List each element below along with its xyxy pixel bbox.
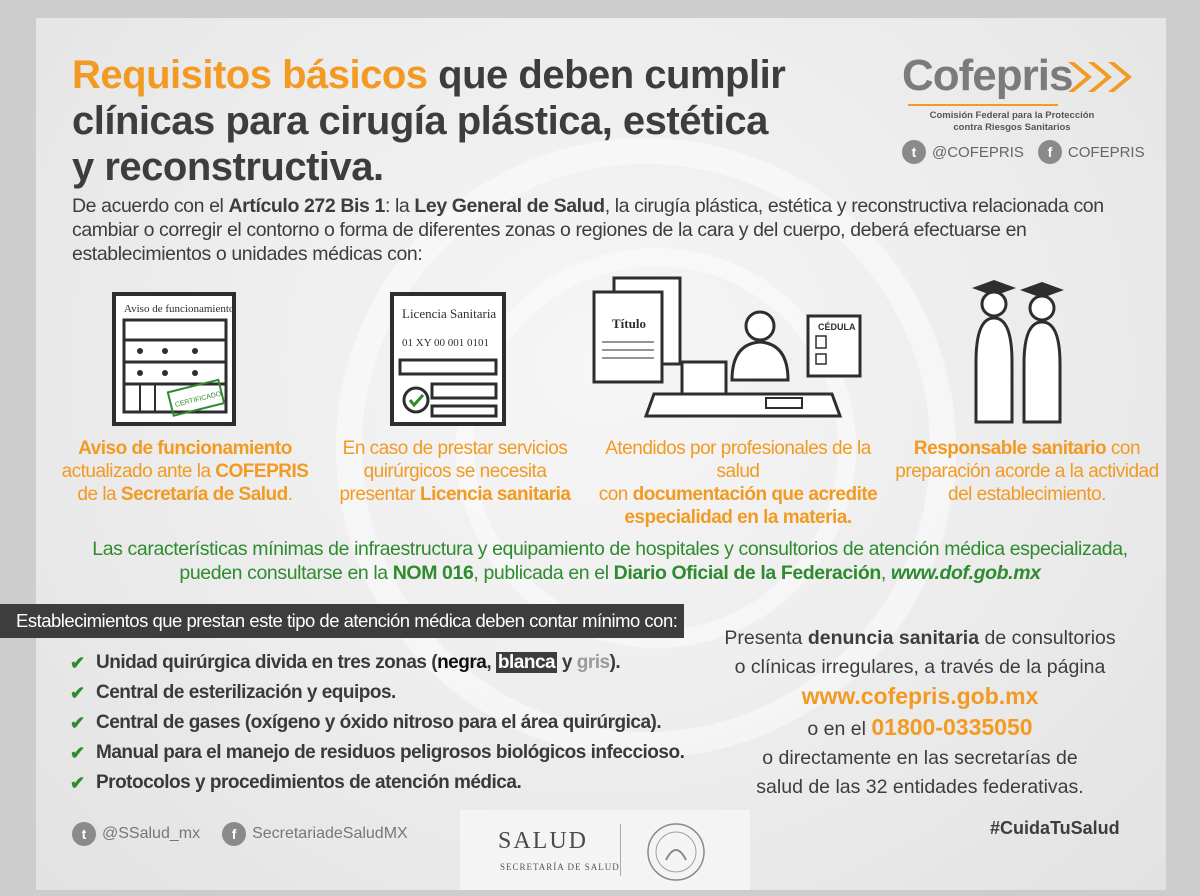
twitter-icon: t xyxy=(902,140,926,164)
denuncia-line2: o clínicas irregulares, a través de la página xyxy=(734,656,1106,678)
cofepris-subtitle-line2: contra Riesgos Sanitarios xyxy=(953,122,1071,133)
caption-licencia-text3: presentar xyxy=(339,484,421,505)
denuncia-text2: de consultorios xyxy=(979,627,1116,649)
intro-text-2: : la xyxy=(384,195,415,217)
caption-aviso-end: . xyxy=(287,484,293,505)
nom-text3: , xyxy=(880,562,891,584)
professional-documents-icon xyxy=(590,270,880,430)
caption-profesionales xyxy=(588,437,888,529)
caption-licencia-text2: quirúrgicos se necesita xyxy=(363,461,547,482)
aviso-label: Aviso de funcionamiento xyxy=(124,303,235,315)
arrows-icon xyxy=(1068,60,1132,94)
facebook-icon: f xyxy=(222,822,246,846)
page-title xyxy=(72,52,872,190)
req1-y: y xyxy=(557,652,577,673)
requirement-3: Central de gases (oxígeno y óxido nitroso para el área quirúrgica). xyxy=(96,712,662,733)
titulo-label: Título xyxy=(612,316,646,331)
cofepris-brand: Cofepris xyxy=(902,51,1073,100)
requirement-5: Protocolos y procedimientos de atención médica. xyxy=(96,772,522,793)
licencia-number: 01 XY 00 001 0101 xyxy=(402,337,489,349)
cofepris-facebook-handle: COFEPRIS xyxy=(1067,143,1145,161)
check-icon: ✔ xyxy=(70,713,85,733)
salud-secretaria: SECRETARÍA DE SALUD xyxy=(500,862,620,872)
caption-resp-text1: con xyxy=(1106,438,1141,459)
title-highlight: Requisitos básicos xyxy=(72,53,428,97)
phone-number[interactable]: 01800-0335050 xyxy=(871,714,1033,740)
ssalud-facebook[interactable] xyxy=(222,822,408,846)
caption-resp-bold: Responsable sanitario xyxy=(913,438,1107,459)
salud-wordmark: SALUD xyxy=(498,828,589,854)
caption-licencia-text1: En caso de prestar servicios xyxy=(342,438,568,459)
caption-prof-text1: Atendidos por profesionales de la salud xyxy=(605,438,871,482)
check-icon: ✔ xyxy=(70,743,85,763)
cofepris-subtitle-line1: Comisión Federal para la Protección xyxy=(929,110,1095,121)
caption-resp-text2: preparación acorde a la actividad xyxy=(895,461,1159,482)
ssalud-twitter-handle: @SSalud_mx xyxy=(102,825,201,842)
requirement-1 xyxy=(96,648,620,678)
intro-text-1: De acuerdo con el xyxy=(72,195,229,217)
intro-article: Artículo 272 Bis 1 xyxy=(228,195,385,217)
logo-rule xyxy=(908,104,1058,106)
intro-paragraph xyxy=(72,194,1152,266)
nom-dof-link[interactable]: www.dof.gob.mx xyxy=(890,562,1041,584)
check-icon: ✔ xyxy=(70,653,85,673)
nom-text1: pueden consultarse en la xyxy=(179,562,393,584)
aviso-stamp-text: CERTIFICADO xyxy=(174,390,222,409)
cedula-label: CÉDULA xyxy=(818,322,856,332)
check-icon: ✔ xyxy=(70,773,85,793)
cofepris-url-link[interactable]: www.cofepris.gob.mx xyxy=(801,683,1039,709)
denuncia-block xyxy=(700,624,1140,802)
hashtag: #CuidaTuSalud xyxy=(990,818,1120,838)
salud-logo xyxy=(460,810,750,890)
zone-gris: gris xyxy=(576,652,610,673)
list-item xyxy=(70,768,710,798)
caption-prof-bold2: especialidad en la materia. xyxy=(624,507,852,528)
caption-aviso-text1: actualizado ante la xyxy=(61,461,216,482)
caption-aviso-text2: de la xyxy=(77,484,121,505)
caption-aviso-secretaria: Secretaría de Salud xyxy=(120,484,288,505)
intro-law: Ley General de Salud xyxy=(414,195,605,217)
cofepris-logo xyxy=(902,51,1142,133)
nom-line1: Las características mínimas de infraestructura y equipamiento de hospitales y consultorios de atención médica especializada, xyxy=(92,538,1128,560)
caption-resp-text3: del establecimiento. xyxy=(948,484,1106,505)
title-line1: que deben cumplir xyxy=(427,53,786,97)
ssalud-twitter[interactable] xyxy=(72,822,200,846)
caption-licencia-bold: Licencia sanitaria xyxy=(420,484,571,505)
ssalud-facebook-handle: SecretariadeSaludMX xyxy=(252,825,408,842)
denuncia-line5: o directamente en las secretarías de xyxy=(762,747,1078,769)
licencia-label: Licencia Sanitaria xyxy=(402,306,497,321)
list-item xyxy=(70,738,710,768)
caption-responsable xyxy=(892,437,1162,506)
caption-aviso xyxy=(60,437,310,506)
req1-sep: , xyxy=(486,652,496,673)
denuncia-line6: salud de las 32 entidades federativas. xyxy=(756,776,1084,798)
zone-blanca: blanca xyxy=(497,652,556,673)
graduates-icon xyxy=(966,272,1076,432)
mexico-seal-icon xyxy=(644,820,708,884)
cofepris-social xyxy=(902,140,1145,164)
intro-text-3: , la cirugía plástica, estética y reconstructiva relacionada con cambiar o corregir el contorno o forma de diferentes zonas o regiones de la cara y del cuerpo, deberá efectuarse en establecimientos o unidades médicas con: xyxy=(72,195,1104,265)
cofepris-twitter-handle: @COFEPRIS xyxy=(932,143,1024,161)
footer-social xyxy=(72,822,408,846)
aviso-document-icon xyxy=(110,290,240,430)
cofepris-facebook[interactable] xyxy=(1038,140,1145,164)
requirement-2: Central de esterilización y equipos. xyxy=(96,682,396,703)
list-item xyxy=(70,648,710,678)
requirements-list xyxy=(70,648,710,798)
req1-text: Unidad quirúrgica divida en tres zonas ( xyxy=(96,652,438,673)
title-line3: y reconstructiva. xyxy=(72,145,384,189)
caption-licencia xyxy=(320,437,590,506)
cofepris-subtitle xyxy=(902,110,1122,134)
list-item xyxy=(70,708,710,738)
title-line2: clínicas para cirugía plástica, estética xyxy=(72,99,768,143)
caption-aviso-title: Aviso de funcionamiento xyxy=(78,438,292,459)
nom-norma: NOM 016 xyxy=(392,562,474,584)
facebook-icon: f xyxy=(1038,140,1062,164)
nom-diario: Diario Oficial de la Federación xyxy=(613,562,881,584)
cofepris-twitter[interactable] xyxy=(902,140,1024,164)
caption-aviso-cofepris: COFEPRIS xyxy=(215,461,309,482)
nom-text2: , publicada en el xyxy=(473,562,614,584)
check-icon: ✔ xyxy=(70,683,85,703)
zone-negra: negra xyxy=(437,652,487,673)
list-item xyxy=(70,678,710,708)
logo-divider xyxy=(620,824,621,876)
denuncia-text1: Presenta xyxy=(724,627,808,649)
caption-prof-bold1: documentación que acredite xyxy=(632,484,878,505)
caption-prof-text2: con xyxy=(598,484,633,505)
requirement-4: Manual para el manejo de residuos peligrosos biológicos infeccioso. xyxy=(96,742,685,763)
req1-end: ). xyxy=(609,652,621,673)
denuncia-bold: denuncia sanitaria xyxy=(807,627,980,649)
denuncia-line4: o en el xyxy=(807,718,872,740)
twitter-icon: t xyxy=(72,822,96,846)
requirements-header-bar: Establecimientos que prestan este tipo de atención médica deben contar mínimo con: xyxy=(0,604,684,638)
licencia-document-icon xyxy=(388,290,508,430)
nom-paragraph xyxy=(60,537,1160,585)
